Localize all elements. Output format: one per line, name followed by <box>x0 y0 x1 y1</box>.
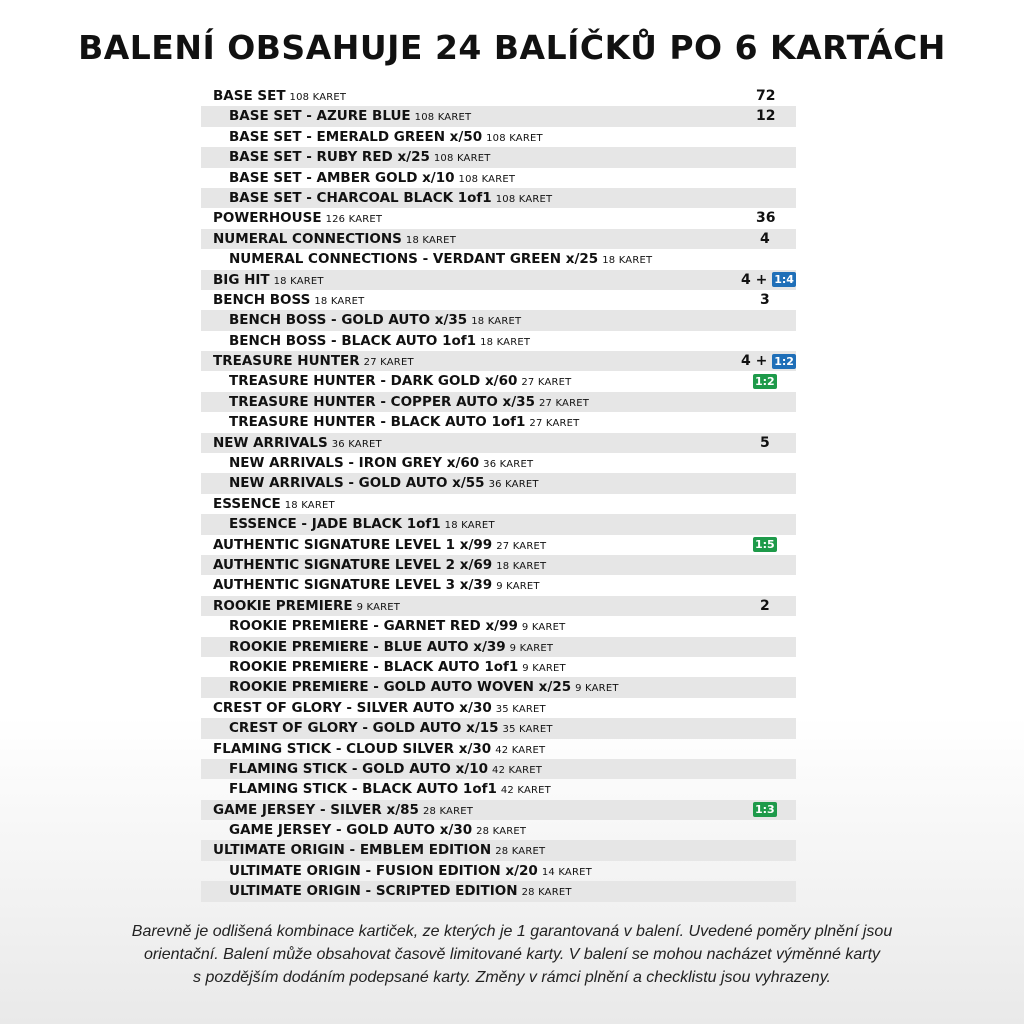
row-card-count: 18 KARET <box>444 520 495 532</box>
row-value <box>741 351 801 371</box>
table-row <box>201 371 796 391</box>
row-label: TREASURE HUNTER - DARK GOLD x/60 <box>229 373 518 390</box>
row-label: NEW ARRIVALS - IRON GREY x/60 <box>229 455 480 472</box>
footer-line: s pozdějším dodáním podepsané karty. Změny v rámci plnění a checklistu jsou vyhrazeny. <box>193 969 831 986</box>
row-card-count: 18 KARET <box>273 275 324 287</box>
table-row <box>201 637 796 657</box>
table-row <box>201 800 796 820</box>
row-value <box>760 596 820 616</box>
row-name <box>229 331 530 353</box>
table-row <box>201 494 796 514</box>
row-card-count: 42 KARET <box>492 764 543 776</box>
row-name <box>213 800 473 822</box>
footer-note <box>30 920 994 989</box>
checklist-table <box>201 86 796 902</box>
table-row <box>201 392 796 412</box>
row-card-count: 108 KARET <box>458 173 516 185</box>
footer-line: orientační. Balení může obsahovat časově limitované karty. V balení se mohou nacházet výměnné karty <box>143 946 881 963</box>
table-row <box>201 208 796 228</box>
table-row <box>201 596 796 616</box>
row-card-count: 18 KARET <box>496 560 547 572</box>
table-row <box>201 779 796 799</box>
row-label: BASE SET <box>213 88 286 104</box>
row-label: BASE SET - AZURE BLUE <box>229 108 411 125</box>
table-row <box>201 840 796 860</box>
row-card-count: 108 KARET <box>495 193 553 205</box>
table-row <box>201 310 796 330</box>
row-label: NEW ARRIVALS <box>213 434 328 451</box>
row-label: BASE SET - AMBER GOLD x/10 <box>229 169 455 186</box>
row-label: TREASURE HUNTER <box>213 353 360 370</box>
row-name <box>229 168 515 190</box>
footer-line: Barevně je odlišená kombinace kartiček, ze kterých je 1 garantovaná v balení. Uvedené poměry plnění jsou <box>131 923 893 940</box>
row-card-count: 27 KARET <box>496 540 547 552</box>
ratio-badge: 1:4 <box>774 273 794 287</box>
row-value <box>760 433 820 453</box>
row-label: AUTHENTIC SIGNATURE LEVEL 1 x/99 <box>213 536 493 553</box>
table-row <box>201 535 796 555</box>
row-card-count: 126 KARET <box>325 214 383 226</box>
row-label: FLAMING STICK - BLACK AUTO 1of1 <box>229 781 497 798</box>
row-name <box>213 208 382 230</box>
row-quantity: 4 + <box>741 271 768 288</box>
row-name <box>229 412 580 434</box>
row-quantity: 5 <box>760 434 770 451</box>
table-row <box>201 718 796 738</box>
row-label: AUTHENTIC SIGNATURE LEVEL 3 x/39 <box>213 577 493 594</box>
row-value <box>760 229 820 249</box>
row-card-count: 28 KARET <box>495 846 546 858</box>
row-name <box>229 820 526 842</box>
row-card-count: 108 KARET <box>486 132 543 144</box>
row-card-count: 18 KARET <box>480 336 531 348</box>
table-row <box>201 86 796 106</box>
table-row <box>201 229 796 249</box>
row-card-count: 9 KARET <box>509 642 554 654</box>
row-label: BASE SET - CHARCOAL BLACK 1of1 <box>229 189 492 206</box>
row-card-count: 9 KARET <box>575 683 619 695</box>
row-name <box>213 555 546 577</box>
row-name <box>213 575 540 597</box>
table-row <box>201 575 796 595</box>
row-label: ESSENCE - JADE BLACK 1of1 <box>229 516 441 533</box>
row-label: NUMERAL CONNECTIONS - VERDANT GREEN x/25 <box>229 251 599 268</box>
row-name <box>229 249 652 271</box>
ratio-badge: 1:5 <box>755 538 775 552</box>
row-card-count: 18 KARET <box>471 316 522 328</box>
table-row <box>201 759 796 779</box>
row-name <box>229 779 551 801</box>
row-label: ROOKIE PREMIERE - BLACK AUTO 1of1 <box>229 658 519 675</box>
table-row <box>201 270 796 290</box>
row-label: AUTHENTIC SIGNATURE LEVEL 2 x/69 <box>213 556 493 573</box>
row-name <box>213 739 545 761</box>
table-row <box>201 412 796 432</box>
row-quantity: 36 <box>756 210 776 227</box>
page-title: BALENÍ OBSAHUJE 24 BALÍČKŮ PO 6 KARTÁCH <box>78 28 946 67</box>
row-label: ULTIMATE ORIGIN - FUSION EDITION x/20 <box>229 862 538 879</box>
row-card-count: 18 KARET <box>405 234 457 246</box>
table-row <box>201 739 796 759</box>
row-card-count: 27 KARET <box>363 357 414 369</box>
table-row <box>201 147 796 167</box>
row-card-count: 42 KARET <box>495 744 546 756</box>
row-name <box>213 290 364 312</box>
row-quantity: 3 <box>760 291 770 308</box>
row-card-count: 18 KARET <box>284 499 335 511</box>
row-card-count: 35 KARET <box>495 703 546 715</box>
row-label: BENCH BOSS - BLACK AUTO 1of1 <box>229 332 477 349</box>
row-value <box>753 535 813 555</box>
row-name <box>229 188 552 210</box>
row-quantity: 12 <box>756 108 776 125</box>
row-label: GAME JERSEY - SILVER x/85 <box>213 801 419 818</box>
table-row <box>201 861 796 881</box>
table-row <box>201 657 796 677</box>
row-quantity: 4 <box>760 230 770 247</box>
row-label: FLAMING STICK - GOLD AUTO x/10 <box>229 760 489 777</box>
row-name <box>213 433 382 455</box>
row-label: ROOKIE PREMIERE - GOLD AUTO WOVEN x/25 <box>229 679 572 696</box>
row-card-count: 35 KARET <box>502 724 553 736</box>
row-name <box>213 535 546 557</box>
row-value <box>756 106 816 126</box>
row-label: NUMERAL CONNECTIONS <box>213 230 402 247</box>
row-value <box>760 290 820 310</box>
table-row <box>201 677 796 697</box>
row-card-count: 9 KARET <box>521 622 566 634</box>
row-card-count: 18 KARET <box>602 255 653 267</box>
row-card-count: 27 KARET <box>529 418 580 430</box>
row-card-count: 9 KARET <box>522 662 566 674</box>
table-row <box>201 188 796 208</box>
row-label: BENCH BOSS <box>213 291 311 308</box>
row-label: NEW ARRIVALS - GOLD AUTO x/55 <box>229 475 485 492</box>
row-value <box>756 208 816 228</box>
row-name <box>229 759 542 781</box>
table-row <box>201 453 796 473</box>
row-name <box>229 147 491 169</box>
table-row <box>201 881 796 901</box>
row-card-count: 14 KARET <box>541 866 592 878</box>
table-row <box>201 290 796 310</box>
row-name <box>229 881 572 903</box>
row-quantity: 2 <box>760 597 770 614</box>
row-name <box>229 657 566 679</box>
row-card-count: 108 KARET <box>433 153 491 165</box>
row-card-count: 36 KARET <box>483 459 534 471</box>
table-row <box>201 616 796 636</box>
table-row <box>201 433 796 453</box>
row-card-count: 108 KARET <box>289 92 347 103</box>
row-name <box>229 392 589 414</box>
row-card-count: 9 KARET <box>496 581 540 593</box>
row-card-count: 36 KARET <box>331 438 382 450</box>
row-value <box>753 800 813 820</box>
table-row <box>201 168 796 188</box>
row-label: ROOKIE PREMIERE - GARNET RED x/99 <box>229 618 518 635</box>
table-row <box>201 555 796 575</box>
row-name <box>229 861 592 883</box>
table-row <box>201 331 796 351</box>
row-label: FLAMING STICK - CLOUD SILVER x/30 <box>213 740 492 757</box>
row-value <box>741 270 801 290</box>
row-card-count: 42 KARET <box>500 785 551 797</box>
row-name <box>213 351 414 373</box>
row-card-count: 28 KARET <box>476 826 527 838</box>
row-name <box>229 106 471 128</box>
row-name <box>229 371 571 393</box>
row-card-count: 9 KARET <box>356 601 401 613</box>
row-name <box>213 698 546 720</box>
row-name <box>229 616 565 638</box>
table-row <box>201 249 796 269</box>
row-card-count: 28 KARET <box>422 805 474 817</box>
row-quantity: 4 + <box>741 353 768 370</box>
ratio-badge: 1:2 <box>755 374 775 388</box>
row-name <box>229 677 619 699</box>
ratio-badge: 1:2 <box>774 354 794 368</box>
row-label: BASE SET - EMERALD GREEN x/50 <box>229 128 483 145</box>
table-row <box>201 473 796 493</box>
row-label: TREASURE HUNTER - COPPER AUTO x/35 <box>229 393 535 410</box>
table-row <box>201 698 796 718</box>
row-name <box>229 310 521 332</box>
ratio-badge: 1:3 <box>755 803 775 817</box>
row-label: CREST OF GLORY - GOLD AUTO x/15 <box>229 720 499 737</box>
row-name <box>213 270 324 292</box>
row-label: BIG HIT <box>213 271 270 288</box>
row-label: BENCH BOSS - GOLD AUTO x/35 <box>229 312 468 329</box>
table-row <box>201 351 796 371</box>
row-label: ROOKIE PREMIERE - BLUE AUTO x/39 <box>229 638 506 655</box>
row-card-count: 36 KARET <box>488 479 539 491</box>
row-value <box>756 86 816 106</box>
row-label: ESSENCE <box>213 495 281 512</box>
row-label: ULTIMATE ORIGIN - SCRIPTED EDITION <box>229 883 518 900</box>
row-name <box>229 453 533 475</box>
row-value <box>753 371 813 391</box>
table-row <box>201 127 796 147</box>
table-row <box>201 106 796 126</box>
row-label: ULTIMATE ORIGIN - EMBLEM EDITION <box>213 842 492 859</box>
row-label: ROOKIE PREMIERE <box>213 597 353 614</box>
row-card-count: 28 KARET <box>521 887 572 899</box>
row-name <box>229 473 539 495</box>
row-card-count: 27 KARET <box>521 377 572 389</box>
row-label: GAME JERSEY - GOLD AUTO x/30 <box>229 822 473 839</box>
row-name <box>229 127 543 149</box>
row-label: CREST OF GLORY - SILVER AUTO x/30 <box>213 699 492 716</box>
row-card-count: 27 KARET <box>538 397 590 409</box>
row-card-count: 108 KARET <box>414 112 472 124</box>
row-label: BASE SET - RUBY RED x/25 <box>229 149 430 166</box>
row-label: TREASURE HUNTER - BLACK AUTO 1of1 <box>229 414 526 431</box>
row-name <box>213 596 400 618</box>
row-name <box>213 840 545 862</box>
row-name <box>229 514 495 536</box>
row-label: POWERHOUSE <box>213 210 322 227</box>
row-card-count: 18 KARET <box>314 295 365 307</box>
table-row <box>201 820 796 840</box>
row-name <box>229 718 553 740</box>
row-name <box>213 229 456 251</box>
row-name <box>229 637 553 659</box>
row-name <box>213 86 346 108</box>
table-row <box>201 514 796 534</box>
row-quantity: 72 <box>756 88 776 104</box>
row-name <box>213 494 335 516</box>
